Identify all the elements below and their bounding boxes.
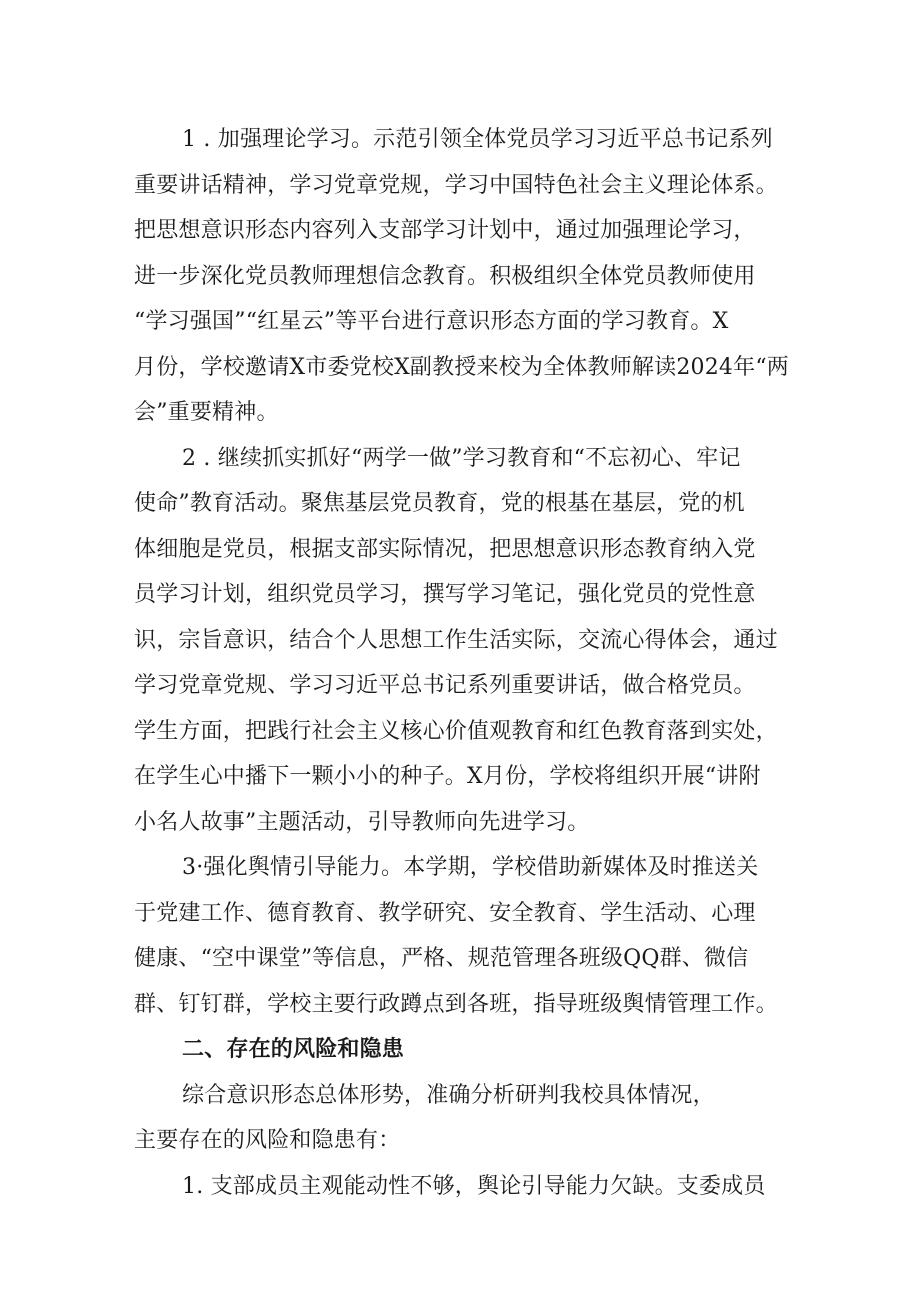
paragraph-theory-study [134,117,794,436]
text-line: 识，宗旨意识，结合个人思想工作生活实际，交流心得体会，通过 [134,627,778,653]
text-line: 主要存在的风险和隐患有： [134,1128,401,1153]
text-line: 学生方面，把践行社会主义核心价值观教育和红色教育落到实处， [134,718,778,744]
text-line: 会”重要精神。 [134,400,279,425]
text-line: 把思想意识形态内容列入支部学习计划中，通过加强理论学习， [134,218,756,243]
text-line: 重要讲话精神，学习党章党规，学习中国特色社会主义理论体系。 [134,172,778,198]
paragraph-two-studies [134,436,794,846]
paragraph-public-opinion [134,845,794,1027]
text-line: 体细胞是党员，根据支部实际情况，把思想意识形态教育纳入党 [134,536,756,562]
text-line: 进一步深化党员教师理想信念教育。积极组织全体党员教师使用 [134,263,756,289]
text-line: 健康、“空中课堂”等信息，严格、规范管理各班级QQ群、微信 [134,946,749,971]
document-body [134,117,794,1209]
text-line: 小名人故事”主题活动，引导教师向先进学习。 [134,809,590,835]
text-line: 使命”教育活动。聚焦基层党员教育，党的根基在基层，党的机 [134,491,745,516]
text-line: 综合意识形态总体形势，准确分析研判我校具体情况， [182,1082,715,1108]
text-line: 员学习计划，组织党员学习，撰写学习笔记，强化党员的党性意 [134,582,756,607]
section-heading-risks [134,1027,794,1073]
text-line: 1 . 加强理论学习。示范引领全体党员学习习近平总书记系列 [182,127,773,152]
text-line: 1. 支部成员主观能动性不够，舆论引导能力欠缺。支委成员 [182,1173,766,1199]
section-heading: 二、存在的风险和隐患 [182,1037,405,1062]
text-line: 2 . 继续抓实抓好“两学一做”学习教育和“不忘初心、牢记 [182,445,741,471]
text-line: 学习党章党规、学习习近平总书记系列重要讲话，做合格党员。 [134,673,756,698]
paragraph-risk-summary [134,1073,794,1164]
text-line: 在学生心中播下一颗小小的种子。X月份，学校将组织开展“讲附 [134,764,761,789]
text-line: 群、钉钉群，学校主要行政蹲点到各班，指导班级舆情管理工作。 [134,991,778,1017]
text-line: 于党建工作、德育教育、教学研究、安全教育、学生活动、心理 [134,900,756,926]
text-line: “学习强国”“红星云”等平台进行意识形态方面的学习教育。X [134,309,729,334]
paragraph-risk-one [134,1164,794,1210]
text-line: 3·强化舆情引导能力。本学期，学校借助新媒体及时推送关 [182,855,759,880]
text-line: 月份，学校邀请X市委党校X副教授来校为全体教师解读2024年“两 [134,354,789,380]
